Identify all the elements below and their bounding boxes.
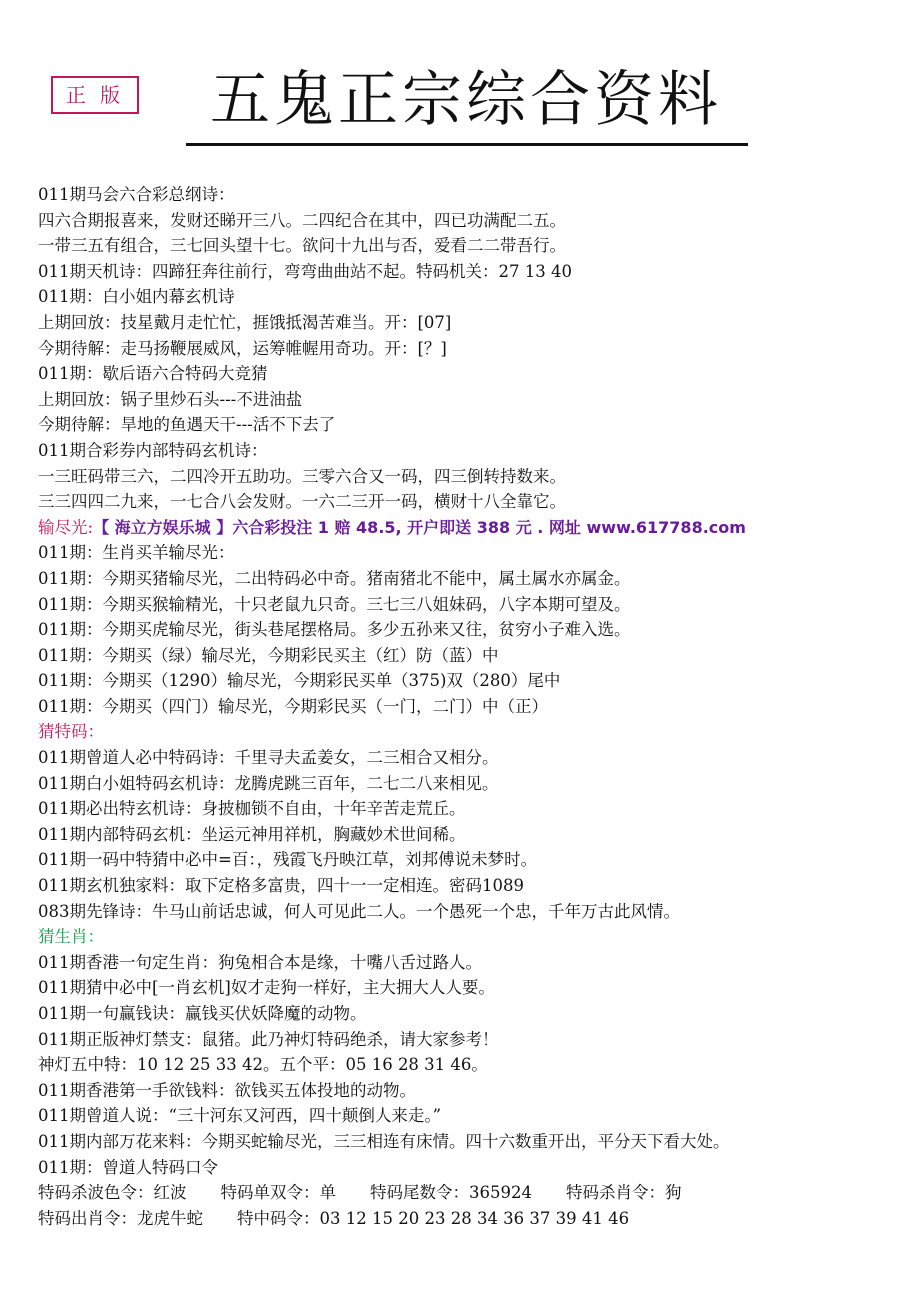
text-line: 011期一码中特猜中必中=百：，残霞飞丹映江草，刘邦傅说未梦时。 (38, 850, 538, 870)
text-line: 011期：今期买（四门）输尽光，今期彩民买（一门，二门）中（正） (38, 696, 548, 716)
text-line: 011期内部万花来料：今期买蛇输尽光，三三相连有床情。四十六数重开出，平分天下看大处。 (38, 1131, 730, 1151)
text-line: 011期白小姐特码玄机诗：龙腾虎跳三百年，二七二八来相见。 (38, 773, 499, 793)
casino-ad-link[interactable]: 【 海立方娱乐城 】六合彩投注 1 赔 48.5, 开户即送 388 元 . 网址 www.617788.com (93, 517, 746, 537)
text-line: 一三旺码带三六，二四冷开五助功。三零六合又一码，四三倒转持数来。 (38, 466, 566, 486)
page-title: 五鬼正宗综合资料 (210, 65, 722, 135)
text-line: 一带三五有组合，三七回头望十七。欲问十九出与否，爱看二二带吾行。 (38, 236, 566, 256)
authentic-badge: 正 版 (51, 76, 139, 114)
text-line: 今期待解：旱地的鱼遇天干---活不下去了 (38, 415, 336, 435)
text-line: 四六合期报喜来，发财还睇开三八。二四纪合在其中，四已功满配二五。 (38, 210, 566, 230)
text-line: 011期香港第一手欲钱料：欲钱买五体投地的动物。 (38, 1080, 416, 1100)
text-line: 011期：今期买（绿）输尽光，今期彩民买主（红）防（蓝）中 (38, 645, 499, 665)
text-line: 011期曾道人说：“三十河东又河西，四十颠倒人来走。” (38, 1106, 442, 1126)
text-line: 011期天机诗：四蹄狂奔往前行，弯弯曲曲站不起。特码机关：27 13 40 (38, 261, 572, 281)
text-line: 011期：今期买（1290）输尽光，今期彩民买单（375)双（280）尾中 (38, 671, 561, 691)
text-line: 011期曾道人必中特码诗：千里寻夫孟姜女，二三相合又相分。 (38, 748, 499, 768)
text-line: 上期回放：技星戴月走忙忙，捱饿抵渴苦难当。开：[07] (38, 312, 452, 332)
command-row-2 (38, 1206, 896, 1232)
hit-numbers-command: 特中码令：03 12 15 20 23 28 34 36 37 39 41 46 (237, 1208, 630, 1228)
odd-even-command: 特码单双令：单 (220, 1183, 336, 1203)
text-line: 011期内部特码玄机：坐运元神用祥机，胸藏妙术世间稀。 (38, 824, 466, 844)
text-line: 011期：曾道人特码口令 (38, 1157, 218, 1177)
text-line: 上期回放：锅子里炒石头---不进油盐 (38, 389, 303, 409)
text-line: 011期：今期买虎输尽光，街头巷尾摆格局。多少五孙来又往，贫穷小子难入选。 (38, 620, 631, 640)
text-line: 011期香港一句定生肖：狗兔相合本是缘，十嘴八舌过路人。 (38, 952, 482, 972)
text-line: 011期：白小姐内幕玄机诗 (38, 287, 235, 307)
text-line: 011期：歇后语六合特码大竞猜 (38, 364, 268, 384)
section-heading-zodiac: 猜生肖： (38, 927, 104, 947)
document-body (38, 182, 896, 1231)
text-line: 今期待解：走马扬鞭展威风，运筹帷幄用奇功。开：[？] (38, 338, 447, 358)
text-line: 011期：生肖买羊输尽光： (38, 543, 235, 563)
text-line: 083期先锋诗：牛马山前话忠诚，何人可见此二人。一个愚死一个忠，千年万古此风情。 (38, 901, 680, 921)
title-underline (186, 143, 748, 146)
text-line: 011期：今期买猴输精光，十只老鼠九只奇。三七三八姐妹码，八字本期可望及。 (38, 594, 631, 614)
text-line: 神灯五中特：10 12 25 33 42。五个平：05 16 28 31 46。 (38, 1055, 488, 1075)
text-line: 011期马会六合彩总纲诗： (38, 185, 235, 204)
section-heading-special-code: 猜特码： (38, 722, 104, 742)
section-label-lose-all: 输尽光: (38, 517, 94, 537)
text-line: 011期：今期买猪输尽光，二出特码必中奇。猪南猪北不能中，属土属水亦属金。 (38, 568, 631, 588)
text-line: 011期正版神灯禁支：鼠猪。此乃神灯特码绝杀，请大家参考！ (38, 1029, 499, 1049)
out-zodiac-command: 特码出肖令：龙虎牛蛇 (38, 1208, 203, 1228)
command-row-1 (38, 1180, 896, 1206)
text-line: 011期一句赢钱诀：赢钱买伏妖降魔的动物。 (38, 1004, 367, 1023)
kill-zodiac-command: 特码杀肖令：狗 (566, 1183, 682, 1203)
text-line: 011期猜中必中[一肖玄机]奴才走狗一样好，主大拥大人人要。 (38, 978, 495, 998)
tail-number-command: 特码尾数令：365924 (370, 1183, 532, 1203)
wave-color-command: 特码杀波色令：红波 (38, 1183, 187, 1203)
text-line: 011期合彩券内部特码玄机诗： (38, 440, 268, 460)
text-line: 三三四四二九来，一七合八会发财。一六二三开一码，横财十八全靠它。 (38, 492, 566, 512)
text-line: 011期玄机独家料：取下定格多富贵，四十一一定相连。密码1089 (38, 876, 524, 896)
text-line: 011期必出特玄机诗：身披枷锁不自由，十年辛苦走荒丘。 (38, 799, 466, 819)
advertisement-line (38, 515, 896, 541)
